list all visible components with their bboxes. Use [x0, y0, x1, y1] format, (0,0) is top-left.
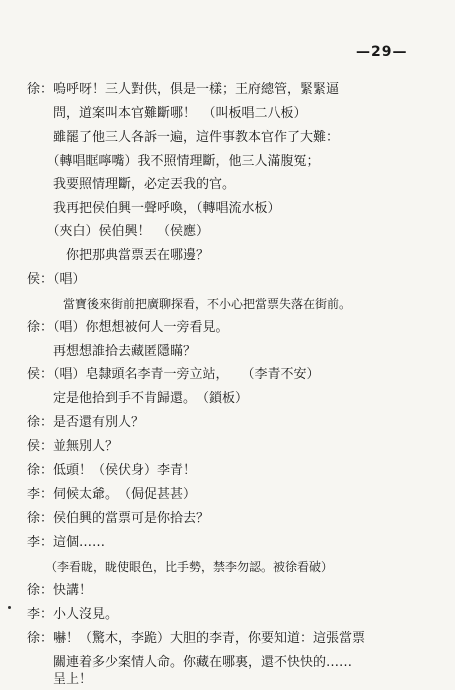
script-line: （李看眬，眬使眼色，比手勢，禁李勿認。被徐看破） [27, 560, 334, 574]
script-line: 當寶後來街前把廣聊探看，不小心把當票失落在街前。 [27, 297, 352, 311]
script-line: 李：伺候太爺。 （侷促甚甚） [27, 487, 197, 502]
script-line: 我要照情理斷，必定丟我的官。 [27, 177, 236, 192]
script-line: 徐：嚇！（驚木，李跪）大胆的李青，你要知道：這張當票 [27, 631, 366, 646]
script-line: 侯：（唱）皂隸頭名李青一旁立站， （李青不安） [27, 367, 320, 382]
script-line: 關連着多少案情人命。你藏在哪裏，還不快快的…… [27, 655, 353, 670]
script-line: （轉唱眶嚀嘴）我不照情理斷，他三人滿腹冤； [27, 154, 320, 169]
script-line: 雖罷了他三人各訴一遍，這件事教本官作了大難： [27, 130, 340, 145]
script-line: 侯：（唱） [27, 272, 86, 287]
script-line: 徐：低頭！（侯伏身）李青！ [27, 463, 197, 478]
script-line: 李：這個…… [27, 535, 106, 550]
script-line: 徐：快講！ [27, 583, 93, 598]
script-line: 侯：並無別人？ [27, 439, 119, 454]
print-speck [8, 606, 11, 609]
script-line: 徐：（唱）你想想被何人一旁看見。 [27, 320, 229, 335]
script-line: 徐：侯伯興的當票可是你拾去？ [27, 511, 210, 526]
script-line: 再想想誰拾去藏匿隱瞞？ [27, 344, 197, 359]
script-line: 李：小人沒見。 [27, 607, 119, 622]
script-line: 徐：嗚呼呀！三人對供，俱是一樣；王府總管，緊緊逼 [27, 82, 340, 97]
script-line: 呈上！ [27, 672, 93, 687]
script-line: 問，道案叫本官難斷哪！ （叫板唱二八板） [27, 106, 307, 121]
script-line: 徐：是否還有別人？ [27, 415, 145, 430]
script-line: （夾白）侯伯興！ （侯應） [27, 224, 210, 239]
script-line: 定是他拾到手不肯歸還。 （鎖板） [27, 391, 249, 406]
page-number: —29— [356, 44, 408, 60]
script-line: 我再把侯伯興一聲呼喚，（轉唱流水板） [27, 201, 281, 216]
script-line: 你把那典當票丟在哪邊？ [27, 248, 210, 263]
